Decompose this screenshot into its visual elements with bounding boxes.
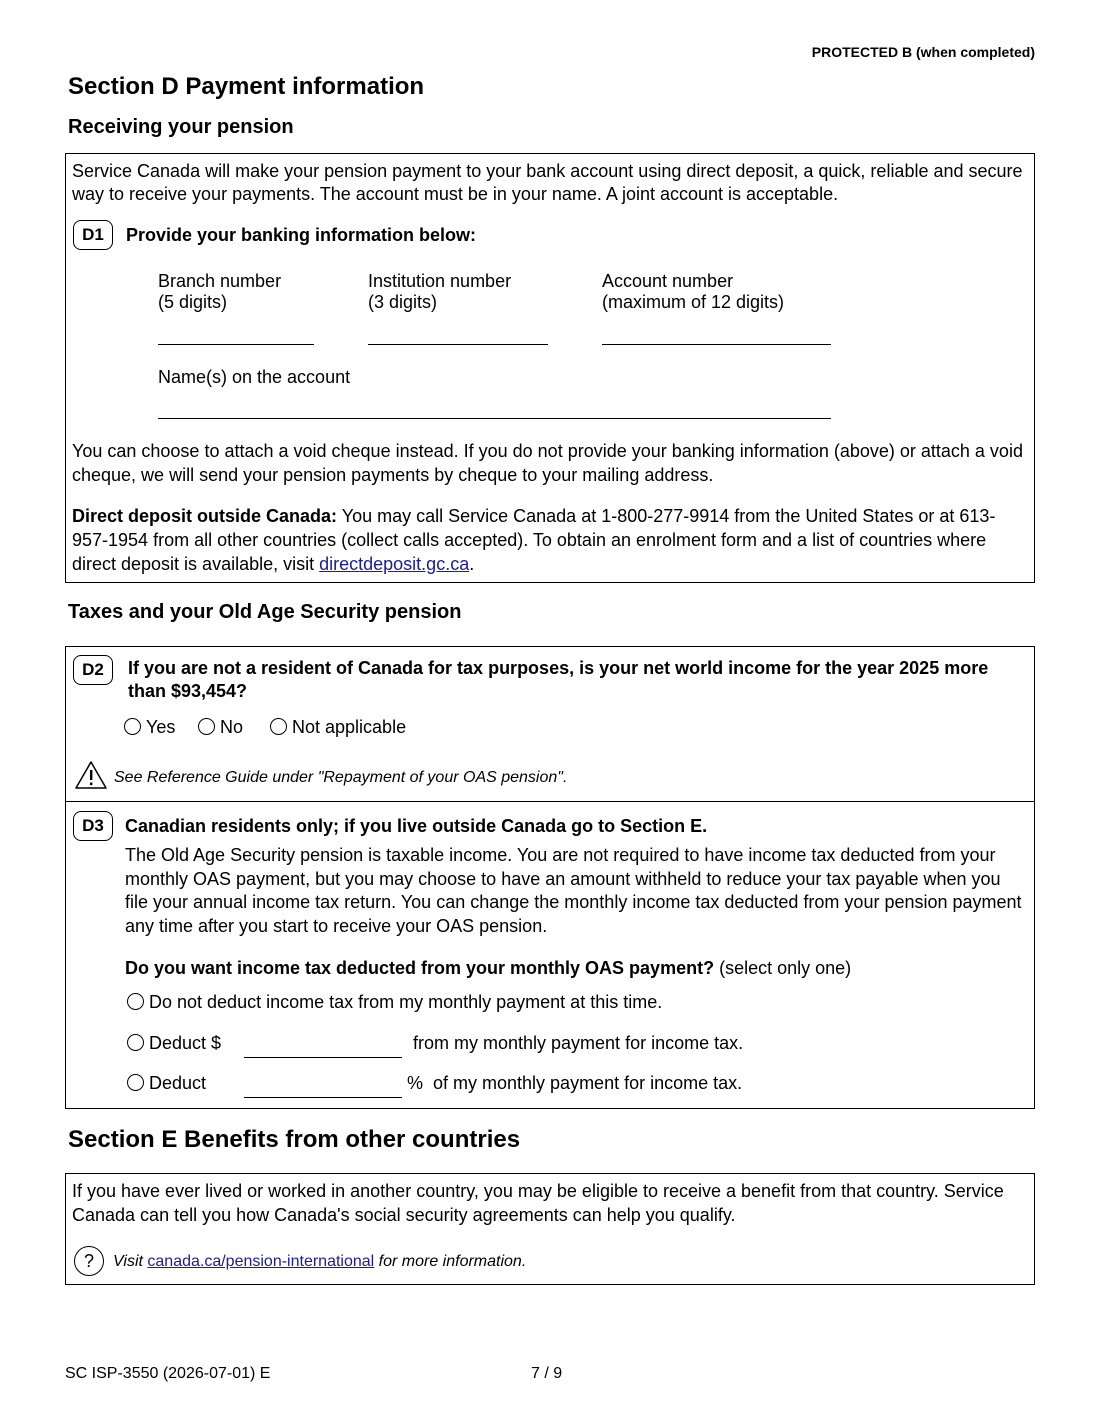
void-cheque-text: You can choose to attach a void cheque instead. If you do not provide your banking information (above) or attach a void cheque, we will send your pension payments by cheque to your mailing address. xyxy=(72,441,1023,485)
section-e-body: If you have ever lived or worked in another country, you may be eligible to receive a benefit from that country. Service Canada can tell you how Canada's social security agreements can help you qualify. xyxy=(72,1181,1004,1225)
protected-label: PROTECTED B (when completed) xyxy=(811,44,1035,60)
question-mark-icon: ? xyxy=(74,1246,104,1276)
outside-canada-end: . xyxy=(469,554,475,574)
institution-sub: (3 digits) xyxy=(368,292,438,312)
d3-question xyxy=(125,957,851,980)
d3-option-deduct-percent[interactable] xyxy=(127,1072,206,1095)
d2-option-no[interactable] xyxy=(198,716,243,739)
d3-label: Canadian residents only; if you live outside Canada go to Section E. xyxy=(125,816,708,836)
section-e-title: Section E Benefits from other countries xyxy=(68,1126,521,1153)
d3-badge: D3 xyxy=(73,811,113,841)
d2-no-label: No xyxy=(220,717,244,737)
radio-deduct-percent[interactable] xyxy=(127,1074,144,1091)
section-e-box xyxy=(65,1173,1035,1285)
account-label: Account number xyxy=(602,271,734,291)
radio-yes[interactable] xyxy=(124,718,141,735)
radio-no-deduction[interactable] xyxy=(127,993,144,1010)
receiving-heading: Receiving your pension xyxy=(68,116,294,138)
d1-badge: D1 xyxy=(73,220,113,250)
d3-option-no-deduction[interactable] xyxy=(127,991,662,1014)
d2-yes-label: Yes xyxy=(146,717,176,737)
deduct-percent-field[interactable] xyxy=(244,1097,402,1098)
institution-number-field[interactable] xyxy=(368,344,548,345)
receiving-intro: Service Canada will make your pension payment to your bank account using direct deposit, a quick, reliable and secure way to receive your payments. The account must be in your name. A joint account is acceptable. xyxy=(72,161,1023,204)
radio-no[interactable] xyxy=(198,718,215,735)
taxes-heading: Taxes and your Old Age Security pension xyxy=(68,601,462,623)
d3-deduct-percent-label: Deduct xyxy=(149,1073,207,1093)
receiving-box xyxy=(65,153,1035,583)
taxes-box xyxy=(65,646,1035,1109)
d1-label: Provide your banking information below: xyxy=(126,225,477,245)
d2-question: If you are not a resident of Canada for tax purposes, is your net world income for the year 2025 more than $93,454? xyxy=(128,658,989,701)
d3-body: The Old Age Security pension is taxable income. You are not required to have income tax deducted from your monthly OAS payment, but you may choose to have an amount withheld to reduce your tax payable when you file your annual income tax return. You can change the monthly income tax deducted from your pension payment any time after you start to receive your OAS pension. xyxy=(125,845,1022,936)
d3-deduct-dollar-label: Deduct $ xyxy=(149,1033,222,1053)
visit-suffix: for more information. xyxy=(374,1253,527,1270)
d3-option-deduct-dollar[interactable] xyxy=(127,1032,221,1055)
d2-note: See Reference Guide under "Repayment of your OAS pension". xyxy=(114,769,568,786)
branch-sub: (5 digits) xyxy=(158,292,228,312)
visit-prefix: Visit xyxy=(113,1253,148,1270)
d2-option-na[interactable] xyxy=(270,716,406,739)
d3-question-note: (select only one) xyxy=(714,958,852,978)
section-d-title: Section D Payment information xyxy=(68,73,425,100)
d2-badge: D2 xyxy=(73,655,113,685)
d2-na-label: Not applicable xyxy=(292,717,407,737)
institution-label: Institution number xyxy=(368,271,512,291)
d3-no-deduction-label: Do not deduct income tax from my monthly payment at this time. xyxy=(149,992,663,1012)
d2-d3-divider xyxy=(66,801,1034,802)
radio-not-applicable[interactable] xyxy=(270,718,287,735)
d3-deduct-percent-suffix: % of my monthly payment for income tax. xyxy=(407,1073,743,1093)
d2-option-yes[interactable] xyxy=(124,716,175,739)
names-label: Name(s) on the account xyxy=(158,367,351,387)
warning-icon xyxy=(74,760,108,790)
page-number: 7 / 9 xyxy=(531,1365,563,1382)
account-sub: (maximum of 12 digits) xyxy=(602,292,785,312)
outside-canada-body: You may call Service Canada at 1-800-277-9914 from the United States or at 613-957-1954 from all other countries (collect calls accepted). To obtain an enrolment form and a list of countries where direct deposit is available, visit xyxy=(72,506,996,574)
directdeposit-link[interactable]: directdeposit.gc.ca xyxy=(319,554,470,574)
names-on-account-field[interactable] xyxy=(158,418,831,419)
pension-international-link[interactable]: canada.ca/pension-international xyxy=(147,1253,375,1270)
section-e-visit xyxy=(113,1250,526,1273)
d3-deduct-dollar-suffix: from my monthly payment for income tax. xyxy=(413,1033,744,1053)
account-number-field[interactable] xyxy=(602,344,831,345)
deduct-dollar-field[interactable] xyxy=(244,1057,402,1058)
d3-question-bold: Do you want income tax deducted from your monthly OAS payment? xyxy=(125,958,715,978)
branch-number-field[interactable] xyxy=(158,344,314,345)
form-id: SC ISP-3550 (2026-07-01) E xyxy=(65,1365,271,1382)
outside-canada-bold: Direct deposit outside Canada: xyxy=(72,506,338,526)
radio-deduct-dollar[interactable] xyxy=(127,1034,144,1051)
branch-label: Branch number xyxy=(158,271,282,291)
outside-canada-text xyxy=(72,504,1027,576)
